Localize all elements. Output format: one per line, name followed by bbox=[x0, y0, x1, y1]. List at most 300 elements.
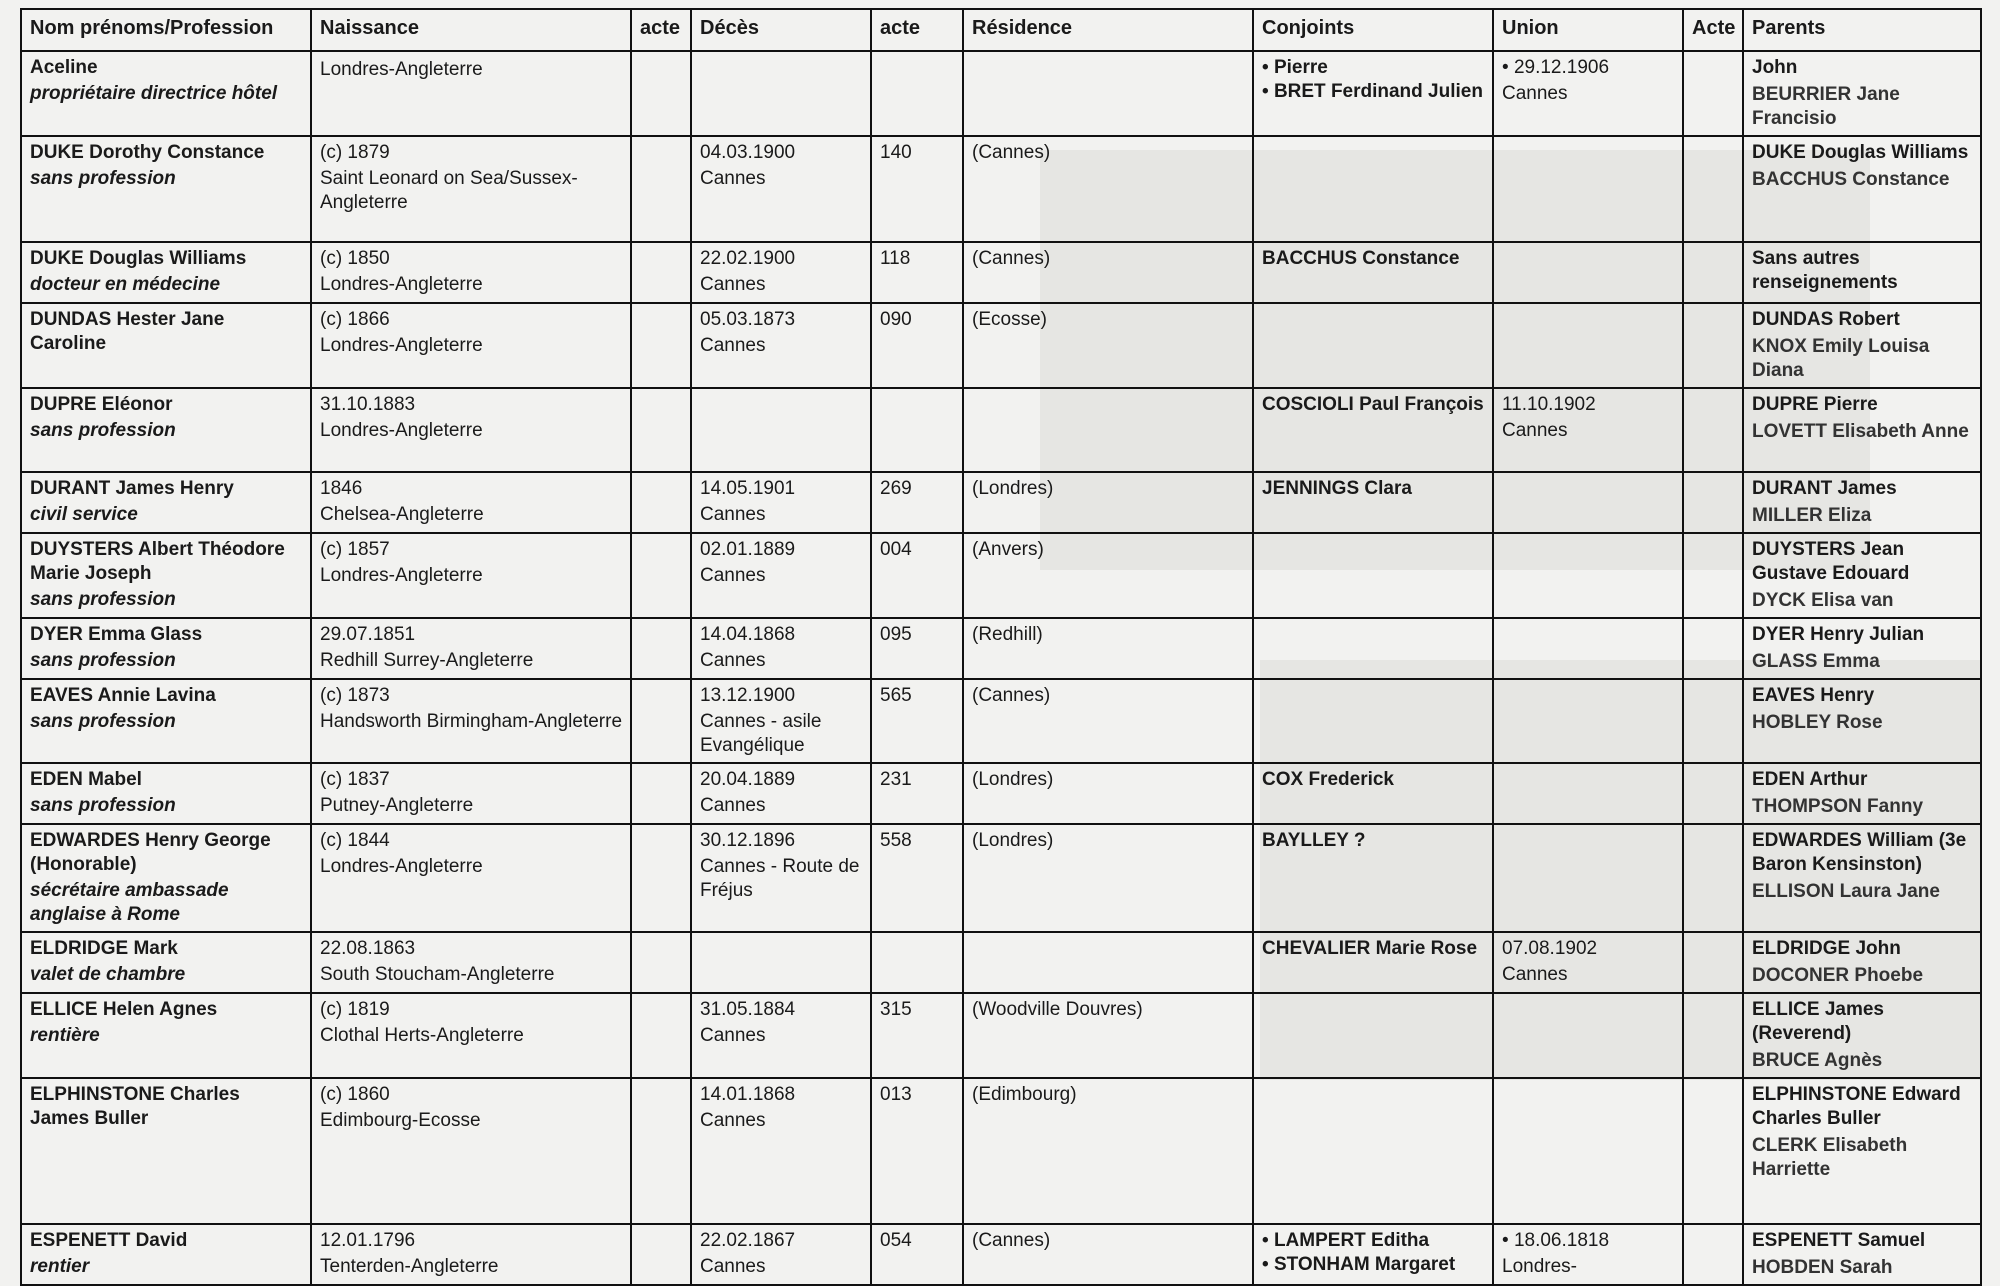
death-acte: 269 bbox=[880, 478, 912, 499]
death-place: Cannes bbox=[700, 335, 766, 356]
death-place: Cannes bbox=[700, 504, 766, 525]
union-place: Londres- bbox=[1502, 1256, 1577, 1277]
cell-acte-death bbox=[871, 1224, 963, 1285]
birth-date: 29.07.1851 bbox=[320, 624, 416, 645]
father-name: DUKE Douglas Williams bbox=[1752, 142, 1969, 163]
col-header-acte: acte bbox=[871, 9, 963, 51]
death-place: Cannes bbox=[700, 795, 766, 816]
cell-parents bbox=[1743, 763, 1981, 824]
union-date: • 18.06.1818 bbox=[1502, 1229, 1674, 1253]
cell-death bbox=[691, 136, 871, 242]
birth-date: (c) 1873 bbox=[320, 685, 390, 706]
col-header-residence: Résidence bbox=[963, 9, 1253, 51]
cell-residence bbox=[963, 136, 1253, 242]
birth-place: Londres-Angleterre bbox=[320, 335, 483, 356]
person-name: DUNDAS Hester Jane Caroline bbox=[30, 309, 225, 354]
cell-acte-death bbox=[871, 136, 963, 242]
cell-acte-union bbox=[1683, 824, 1743, 932]
death-date: 22.02.1867 bbox=[700, 1230, 796, 1251]
cell-name bbox=[21, 932, 311, 993]
cell-acte-birth bbox=[631, 932, 691, 993]
person-profession: sans profession bbox=[30, 589, 176, 610]
union-place: Cannes bbox=[1502, 964, 1568, 985]
father-name: DUPRE Pierre bbox=[1752, 394, 1878, 415]
cell-name bbox=[21, 303, 311, 388]
cell-spouse bbox=[1253, 136, 1493, 242]
birth-place: Londres-Angleterre bbox=[320, 274, 483, 295]
cell-parents bbox=[1743, 51, 1981, 136]
cell-acte-death bbox=[871, 51, 963, 136]
cell-union bbox=[1493, 388, 1683, 472]
table-row bbox=[21, 472, 1981, 533]
cell-acte-birth bbox=[631, 1224, 691, 1285]
cell-acte-death bbox=[871, 472, 963, 533]
cell-acte-birth bbox=[631, 993, 691, 1078]
cell-acte-death bbox=[871, 932, 963, 993]
cell-acte-union bbox=[1683, 242, 1743, 303]
cell-birth bbox=[311, 242, 631, 303]
person-profession: sans profession bbox=[30, 420, 176, 441]
father-name: DURANT James bbox=[1752, 478, 1897, 499]
cell-parents bbox=[1743, 993, 1981, 1078]
cell-parents bbox=[1743, 618, 1981, 679]
cell-acte-union bbox=[1683, 1224, 1743, 1285]
cell-union bbox=[1493, 763, 1683, 824]
cell-birth bbox=[311, 932, 631, 993]
table-row bbox=[21, 618, 1981, 679]
death-date: 22.02.1900 bbox=[700, 248, 796, 269]
cell-birth bbox=[311, 533, 631, 618]
cell-birth bbox=[311, 303, 631, 388]
cell-birth bbox=[311, 472, 631, 533]
death-acte: 140 bbox=[880, 142, 912, 163]
residence: (Woodville Douvres) bbox=[972, 999, 1143, 1020]
death-place: Cannes bbox=[700, 1025, 766, 1046]
person-name: DUKE Douglas Williams bbox=[30, 248, 247, 269]
cell-death bbox=[691, 303, 871, 388]
cell-acte-death bbox=[871, 303, 963, 388]
spouse-name: • BRET Ferdinand Julien bbox=[1262, 80, 1484, 104]
death-acte: 054 bbox=[880, 1230, 912, 1251]
cell-acte-death bbox=[871, 824, 963, 932]
residence: (Anvers) bbox=[972, 539, 1044, 560]
cell-name bbox=[21, 679, 311, 763]
col-header-acte: Acte bbox=[1683, 9, 1743, 51]
residence: (Cannes) bbox=[972, 685, 1051, 706]
cell-acte-death bbox=[871, 242, 963, 303]
death-acte: 315 bbox=[880, 999, 912, 1020]
cell-parents bbox=[1743, 242, 1981, 303]
cell-union bbox=[1493, 824, 1683, 932]
death-place: Cannes bbox=[700, 565, 766, 586]
birth-date: (c) 1844 bbox=[320, 830, 390, 851]
cell-union bbox=[1493, 993, 1683, 1078]
cell-name bbox=[21, 993, 311, 1078]
union-place: Cannes bbox=[1502, 420, 1568, 441]
cell-acte-death bbox=[871, 388, 963, 472]
cell-parents bbox=[1743, 303, 1981, 388]
cell-spouse bbox=[1253, 824, 1493, 932]
residence: (Cannes) bbox=[972, 248, 1051, 269]
death-date: 30.12.1896 bbox=[700, 830, 796, 851]
birth-date: 22.08.1863 bbox=[320, 938, 416, 959]
union-place: Cannes bbox=[1502, 83, 1568, 104]
birth-date: (c) 1837 bbox=[320, 769, 390, 790]
residence: (Londres) bbox=[972, 478, 1054, 499]
cell-union bbox=[1493, 472, 1683, 533]
mother-name: ELLISON Laura Jane bbox=[1752, 881, 1940, 902]
cell-birth bbox=[311, 824, 631, 932]
cell-acte-birth bbox=[631, 824, 691, 932]
person-profession: sans profession bbox=[30, 795, 176, 816]
mother-name: BEURRIER Jane Francisio bbox=[1752, 84, 1900, 129]
residence: (Cannes) bbox=[972, 1230, 1051, 1251]
cell-acte-union bbox=[1683, 763, 1743, 824]
spouse-name: BACCHUS Constance bbox=[1262, 248, 1460, 269]
spouse-name: JENNINGS Clara bbox=[1262, 478, 1412, 499]
father-name: Sans autres renseignements bbox=[1752, 248, 1898, 293]
cell-acte-birth bbox=[631, 388, 691, 472]
death-acte: 090 bbox=[880, 309, 912, 330]
person-name: EAVES Annie Lavina bbox=[30, 685, 216, 706]
cell-acte-death bbox=[871, 533, 963, 618]
cell-death bbox=[691, 824, 871, 932]
cell-acte-death bbox=[871, 1078, 963, 1224]
cell-spouse bbox=[1253, 1224, 1493, 1285]
cell-birth bbox=[311, 618, 631, 679]
cell-union bbox=[1493, 533, 1683, 618]
birth-place: Londres-Angleterre bbox=[320, 420, 483, 441]
cell-death bbox=[691, 932, 871, 993]
person-profession: sans profession bbox=[30, 168, 176, 189]
mother-name: BACCHUS Constance bbox=[1752, 169, 1950, 190]
cell-spouse bbox=[1253, 242, 1493, 303]
cell-acte-union bbox=[1683, 618, 1743, 679]
death-place: Cannes bbox=[700, 1256, 766, 1277]
mother-name: DOCONER Phoebe bbox=[1752, 965, 1924, 986]
cell-residence bbox=[963, 388, 1253, 472]
cell-acte-union bbox=[1683, 993, 1743, 1078]
table-row bbox=[21, 136, 1981, 242]
person-name: ESPENETT David bbox=[30, 1230, 188, 1251]
father-name: ELPHINSTONE Edward Charles Buller bbox=[1752, 1084, 1961, 1129]
cell-name bbox=[21, 1224, 311, 1285]
cell-name bbox=[21, 51, 311, 136]
cell-acte-union bbox=[1683, 388, 1743, 472]
person-profession: valet de chambre bbox=[30, 964, 186, 985]
cell-acte-birth bbox=[631, 136, 691, 242]
birth-place: South Stoucham-Angleterre bbox=[320, 964, 555, 985]
cell-residence bbox=[963, 242, 1253, 303]
death-acte: 565 bbox=[880, 685, 912, 706]
cell-death bbox=[691, 1078, 871, 1224]
cell-name bbox=[21, 136, 311, 242]
person-profession: sécrétaire ambassade anglaise à Rome bbox=[30, 880, 229, 925]
cell-name bbox=[21, 472, 311, 533]
cell-spouse bbox=[1253, 618, 1493, 679]
cell-residence bbox=[963, 932, 1253, 993]
death-place: Cannes - Route de Fréjus bbox=[700, 856, 860, 901]
death-place: Cannes bbox=[700, 274, 766, 295]
birth-place: Redhill Surrey-Angleterre bbox=[320, 650, 534, 671]
cell-residence bbox=[963, 824, 1253, 932]
cell-union bbox=[1493, 932, 1683, 993]
cell-name bbox=[21, 533, 311, 618]
cell-parents bbox=[1743, 824, 1981, 932]
union-date: 07.08.1902 bbox=[1502, 938, 1598, 959]
cell-parents bbox=[1743, 1224, 1981, 1285]
cell-acte-union bbox=[1683, 51, 1743, 136]
col-header-parents: Parents bbox=[1743, 9, 1981, 51]
cell-death bbox=[691, 1224, 871, 1285]
spouse-name: COX Frederick bbox=[1262, 769, 1394, 790]
mother-name: MILLER Eliza bbox=[1752, 505, 1872, 526]
cell-spouse bbox=[1253, 932, 1493, 993]
cell-acte-union bbox=[1683, 533, 1743, 618]
cell-acte-birth bbox=[631, 1078, 691, 1224]
father-name: EDEN Arthur bbox=[1752, 769, 1868, 790]
birth-place: Londres-Angleterre bbox=[320, 565, 483, 586]
cell-residence bbox=[963, 533, 1253, 618]
death-date: 14.01.1868 bbox=[700, 1084, 796, 1105]
cell-residence bbox=[963, 303, 1253, 388]
person-name: EDWARDES Henry George (Honorable) bbox=[30, 830, 271, 875]
spouse-name: • STONHAM Margaret bbox=[1262, 1253, 1484, 1277]
death-acte: 118 bbox=[880, 248, 911, 269]
cell-union bbox=[1493, 51, 1683, 136]
birth-date: (c) 1819 bbox=[320, 999, 390, 1020]
father-name: EDWARDES William (3e Baron Kensinston) bbox=[1752, 830, 1967, 875]
cell-acte-birth bbox=[631, 533, 691, 618]
col-header-acte: acte bbox=[631, 9, 691, 51]
father-name: ELDRIDGE John bbox=[1752, 938, 1901, 959]
death-date: 04.03.1900 bbox=[700, 142, 796, 163]
cell-acte-union bbox=[1683, 932, 1743, 993]
table-row bbox=[21, 1078, 1981, 1224]
cell-birth bbox=[311, 763, 631, 824]
father-name: ESPENETT Samuel bbox=[1752, 1230, 1926, 1251]
header-row bbox=[21, 9, 1981, 51]
cell-acte-death bbox=[871, 618, 963, 679]
cell-name bbox=[21, 1078, 311, 1224]
cell-union bbox=[1493, 136, 1683, 242]
spouse-name: COSCIOLI Paul François bbox=[1262, 394, 1484, 415]
cell-acte-birth bbox=[631, 679, 691, 763]
cell-acte-death bbox=[871, 679, 963, 763]
birth-place: Londres-Angleterre bbox=[320, 59, 483, 80]
person-name: DUPRE Eléonor bbox=[30, 394, 173, 415]
death-date: 14.04.1868 bbox=[700, 624, 796, 645]
cell-union bbox=[1493, 618, 1683, 679]
cell-parents bbox=[1743, 472, 1981, 533]
cell-death bbox=[691, 533, 871, 618]
union-date: 11.10.1902 bbox=[1502, 394, 1596, 415]
birth-date: (c) 1857 bbox=[320, 539, 390, 560]
cell-birth bbox=[311, 136, 631, 242]
cell-death bbox=[691, 51, 871, 136]
cell-spouse bbox=[1253, 679, 1493, 763]
cell-acte-union bbox=[1683, 679, 1743, 763]
table-row bbox=[21, 763, 1981, 824]
residence: (Londres) bbox=[972, 769, 1054, 790]
cell-union bbox=[1493, 303, 1683, 388]
spouse-name: • Pierre bbox=[1262, 56, 1484, 80]
cell-death bbox=[691, 763, 871, 824]
person-profession: rentier bbox=[30, 1256, 90, 1277]
death-acte: 558 bbox=[880, 830, 912, 851]
spouse-name: • LAMPERT Editha bbox=[1262, 1229, 1484, 1253]
cell-acte-union bbox=[1683, 136, 1743, 242]
person-profession: rentière bbox=[30, 1025, 100, 1046]
cell-residence bbox=[963, 993, 1253, 1078]
person-profession: civil service bbox=[30, 504, 138, 525]
death-date: 14.05.1901 bbox=[700, 478, 796, 499]
person-name: DURANT James Henry bbox=[30, 478, 234, 499]
cell-residence bbox=[963, 679, 1253, 763]
spouse-name: CHEVALIER Marie Rose bbox=[1262, 938, 1478, 959]
person-name: Aceline bbox=[30, 57, 98, 78]
cell-name bbox=[21, 763, 311, 824]
person-name: DUKE Dorothy Constance bbox=[30, 142, 265, 163]
father-name: EAVES Henry bbox=[1752, 685, 1875, 706]
death-acte: 013 bbox=[880, 1084, 912, 1105]
table-row bbox=[21, 303, 1981, 388]
death-acte: 004 bbox=[880, 539, 912, 560]
cell-spouse bbox=[1253, 1078, 1493, 1224]
residence: (Redhill) bbox=[972, 624, 1043, 645]
table-row bbox=[21, 242, 1981, 303]
cell-birth bbox=[311, 1078, 631, 1224]
cell-acte-birth bbox=[631, 618, 691, 679]
cell-spouse bbox=[1253, 472, 1493, 533]
cell-residence bbox=[963, 763, 1253, 824]
mother-name: BRUCE Agnès bbox=[1752, 1050, 1883, 1071]
person-name: ELDRIDGE Mark bbox=[30, 938, 178, 959]
spouse-name: BAYLLEY ? bbox=[1262, 830, 1366, 851]
cell-death bbox=[691, 242, 871, 303]
cell-spouse bbox=[1253, 993, 1493, 1078]
cell-name bbox=[21, 824, 311, 932]
mother-name: KNOX Emily Louisa Diana bbox=[1752, 336, 1930, 381]
cell-parents bbox=[1743, 932, 1981, 993]
death-place: Cannes - asile Evangélique bbox=[700, 711, 822, 756]
col-header-nom: Nom prénoms/Profession bbox=[21, 9, 311, 51]
genealogy-table bbox=[20, 8, 1982, 1286]
cell-spouse bbox=[1253, 533, 1493, 618]
cell-acte-birth bbox=[631, 242, 691, 303]
cell-death bbox=[691, 679, 871, 763]
person-name: ELLICE Helen Agnes bbox=[30, 999, 218, 1020]
birth-date: (c) 1866 bbox=[320, 309, 390, 330]
table-row bbox=[21, 1224, 1981, 1285]
mother-name: CLERK Elisabeth Harriette bbox=[1752, 1135, 1908, 1180]
cell-acte-birth bbox=[631, 472, 691, 533]
birth-date: (c) 1850 bbox=[320, 248, 390, 269]
cell-birth bbox=[311, 679, 631, 763]
cell-parents bbox=[1743, 679, 1981, 763]
cell-residence bbox=[963, 618, 1253, 679]
person-name: ELPHINSTONE Charles James Buller bbox=[30, 1084, 240, 1129]
cell-death bbox=[691, 993, 871, 1078]
father-name: DUYSTERS Jean Gustave Edouard bbox=[1752, 539, 1910, 584]
table-row bbox=[21, 533, 1981, 618]
father-name: DUNDAS Robert bbox=[1752, 309, 1900, 330]
cell-residence bbox=[963, 1224, 1253, 1285]
birth-place: Saint Leonard on Sea/Sussex-Angleterre bbox=[320, 168, 578, 213]
residence: (Ecosse) bbox=[972, 309, 1047, 330]
birth-date: (c) 1879 bbox=[320, 142, 390, 163]
cell-union bbox=[1493, 1078, 1683, 1224]
birth-place: Tenterden-Angleterre bbox=[320, 1256, 499, 1277]
death-place: Cannes bbox=[700, 1110, 766, 1131]
mother-name: THOMPSON Fanny bbox=[1752, 796, 1924, 817]
birth-date: 12.01.1796 bbox=[320, 1230, 416, 1251]
residence: (Cannes) bbox=[972, 142, 1051, 163]
cell-residence bbox=[963, 472, 1253, 533]
cell-spouse bbox=[1253, 763, 1493, 824]
table-row bbox=[21, 824, 1981, 932]
col-header-naissance: Naissance bbox=[311, 9, 631, 51]
person-profession: sans profession bbox=[30, 711, 176, 732]
birth-place: Putney-Angleterre bbox=[320, 795, 474, 816]
birth-place: Clothal Herts-Angleterre bbox=[320, 1025, 524, 1046]
cell-acte-birth bbox=[631, 303, 691, 388]
union-date: • 29.12.1906 bbox=[1502, 56, 1674, 80]
cell-union bbox=[1493, 679, 1683, 763]
father-name: John bbox=[1752, 57, 1798, 78]
cell-residence bbox=[963, 1078, 1253, 1224]
cell-acte-death bbox=[871, 993, 963, 1078]
person-profession: docteur en médecine bbox=[30, 274, 221, 295]
cell-acte-death bbox=[871, 763, 963, 824]
person-name: DYER Emma Glass bbox=[30, 624, 203, 645]
cell-birth bbox=[311, 1224, 631, 1285]
cell-parents bbox=[1743, 388, 1981, 472]
birth-place: Londres-Angleterre bbox=[320, 856, 483, 877]
death-place: Cannes bbox=[700, 168, 766, 189]
cell-acte-birth bbox=[631, 51, 691, 136]
cell-death bbox=[691, 472, 871, 533]
cell-acte-union bbox=[1683, 472, 1743, 533]
col-header-deces: Décès bbox=[691, 9, 871, 51]
cell-spouse bbox=[1253, 51, 1493, 136]
cell-parents bbox=[1743, 1078, 1981, 1224]
mother-name: HOBLEY Rose bbox=[1752, 712, 1883, 733]
cell-birth bbox=[311, 993, 631, 1078]
person-name: DUYSTERS Albert Théodore Marie Joseph bbox=[30, 539, 285, 584]
mother-name: LOVETT Elisabeth Anne bbox=[1752, 421, 1969, 442]
cell-union bbox=[1493, 1224, 1683, 1285]
person-profession: sans profession bbox=[30, 650, 176, 671]
cell-union bbox=[1493, 242, 1683, 303]
col-header-union: Union bbox=[1493, 9, 1683, 51]
person-profession: propriétaire directrice hôtel bbox=[30, 83, 278, 104]
cell-birth bbox=[311, 51, 631, 136]
father-name: DYER Henry Julian bbox=[1752, 624, 1925, 645]
mother-name: GLASS Emma bbox=[1752, 651, 1880, 672]
birth-place: Handsworth Birmingham-Angleterre bbox=[320, 711, 623, 732]
death-date: 02.01.1889 bbox=[700, 539, 796, 560]
father-name: ELLICE James (Reverend) bbox=[1752, 999, 1884, 1044]
table-row bbox=[21, 388, 1981, 472]
death-date: 05.03.1873 bbox=[700, 309, 796, 330]
death-place: Cannes bbox=[700, 650, 766, 671]
cell-parents bbox=[1743, 136, 1981, 242]
death-date: 13.12.1900 bbox=[700, 685, 796, 706]
cell-spouse bbox=[1253, 303, 1493, 388]
birth-date: 31.10.1883 bbox=[320, 394, 416, 415]
table-row bbox=[21, 993, 1981, 1078]
